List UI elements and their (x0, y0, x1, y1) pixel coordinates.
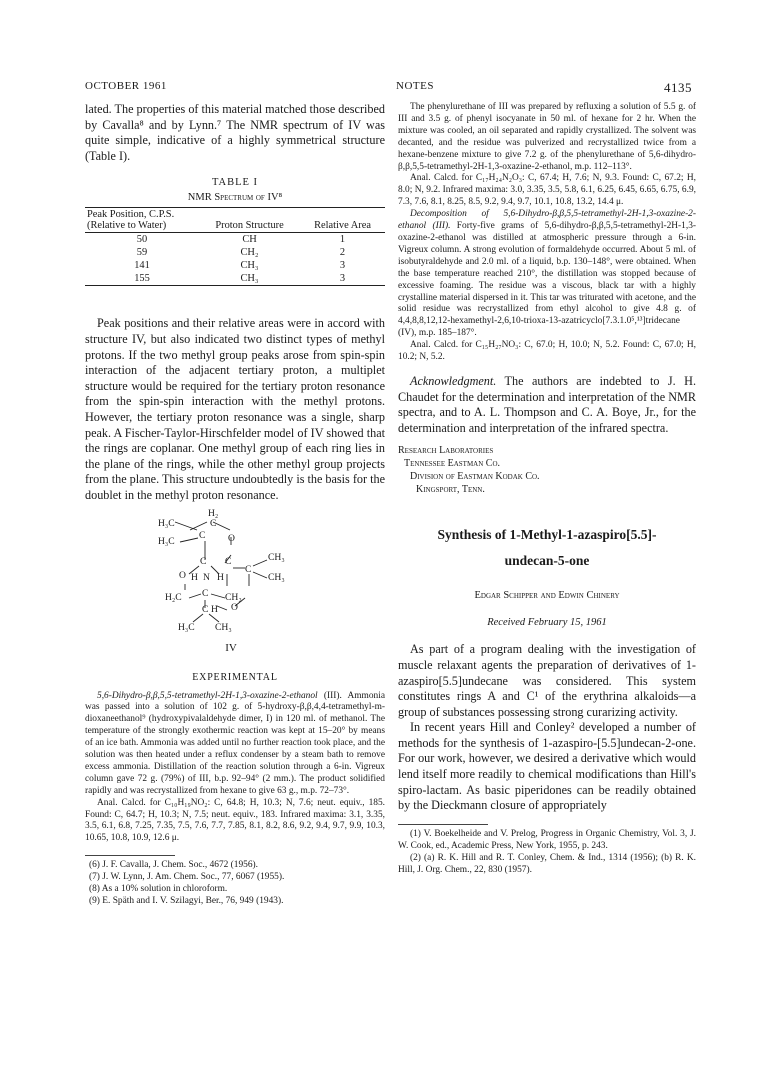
running-head-date: OCTOBER 1961 (85, 80, 167, 92)
structure-atom-label: C (202, 587, 209, 599)
acknowledgment-paragraph (398, 374, 696, 436)
structure-iv-diagram (85, 508, 385, 636)
structure-atom-label: H₃C (158, 517, 175, 529)
structure-atom-label: CH₃ (215, 621, 232, 633)
table-cell: 141 (134, 260, 150, 272)
structure-atom-label: H₂C (165, 591, 182, 603)
experimental-heading: EXPERIMENTAL (192, 671, 278, 683)
acknowledgment-title: Acknowledgment. (410, 373, 497, 388)
right-column (398, 102, 696, 876)
table-cell: 1 (339, 234, 346, 246)
structure-atom-label: O (179, 569, 186, 581)
table-row (85, 272, 385, 286)
structure-atom-label: H₃C (178, 621, 195, 633)
table-cell: 3 (339, 273, 346, 285)
compound-name: 5,6-Dihydro-β,β,5,5-tetramethyl-2H-1,3-oxazine-2-ethanol (97, 690, 318, 701)
structure-atom-label: O (231, 601, 238, 613)
structure-atom-label: H₂ (208, 507, 219, 519)
table-cell: CH₃ (240, 260, 259, 272)
footnote: (2) (a) R. K. Hill and R. T. Conley, Chem. & Ind., 1314 (1956); (b) R. K. Hill, J. Org. Chem., 22, 830 (1957). (398, 852, 696, 875)
footnote-rule (398, 824, 488, 825)
authors: Edgar Schipper and Edwin Chinery (474, 590, 620, 602)
left-column (85, 102, 385, 908)
experimental-paragraph-2: Anal. Calcd. for C₁₀H₁₉NO₂: C, 64.8; H, 10.3; N, 7.6; neut. equiv., 185. Found: C, 64.7; H, 10.3; N, 7.5; neut. equiv., 183. Infrared maxima: 3.1, 3.35, 3.5, 6.1, 6.8, 7.25, 7.35, 7.5, 7.6, 7.7, 7.85, 8.1, 8.2, 8.6, 9.2, 9.4, 9.7, 9.9, 10.3, 10.65, 10.8, 10.9, 12.6 μ. (85, 797, 385, 844)
affiliation-line: Research Laboratories (398, 445, 494, 457)
table-cell: 3 (339, 260, 346, 272)
structure-atom-label: H (217, 571, 224, 583)
body-paragraph-2: In recent years Hill and Conley² developed a number of methods for the synthesis of 1-azaspiro-[5.5]undecan-2-one. For our work, however, we desired a derivative which would lend itself more readily to chemical modifications than Hill's spiro-lactam. As basic piperidones can be readily obtained by the Dieckmann closure of appropriately (398, 720, 696, 813)
table-row (85, 246, 385, 259)
running-head-section: NOTES (396, 80, 434, 92)
structure-number: IV (225, 641, 237, 654)
received-date: Received February 15, 1961 (487, 617, 607, 629)
table-cell: 155 (134, 273, 150, 285)
structure-atom-label: H₃C (158, 535, 175, 547)
affiliation (398, 444, 696, 496)
structure-atom-label: C (202, 603, 209, 615)
footnote: (9) E. Späth and I. V. Szilagyi, Ber., 76, 949 (1943). (89, 896, 284, 906)
structure-atom-label: O (228, 532, 235, 544)
footnote: (8) As a 10% solution in chloroform. (89, 884, 228, 895)
footnote: (6) J. F. Cavalla, J. Chem. Soc., 4672 (1956). (89, 860, 259, 871)
footnote: (7) J. W. Lynn, J. Am. Chem. Soc., 77, 6067 (1955). (89, 872, 285, 883)
table-header-cell: Relative Area (314, 220, 371, 232)
structure-atom-label: C (225, 555, 232, 567)
footnote-rule (85, 855, 175, 856)
phenylurethane-paragraph: The phenylurethane of III was prepared by refluxing a solution of 5.5 g. of III and 3.5 g. of phenyl isocyanate in 50 ml. of hexane for 2 hr. When the mixture was cooled, an oil separated and rapidly crystallized. The solvent was decanted, and the residue was pulverized and recrystallized twice from a hexane-benzene mixture to give 7.2 g. of the phenylurethane of 5,6-dihydro-β,β,5,5-tetramethyl-2H-1,3-oxazine-2-ethanol, m.p. 112–113°. (398, 102, 696, 172)
experimental-text: (III). Ammonia was passed into a solution of 102 g. of 5-hydroxy-β,β,4,4-tetramethyl-m-dioxaneethanol⁹ (hydroxypivalaldehyde dimer, I) in 120 ml. of methanol. The temperature of the strongly exothermic reaction was kept at 15–20° by means of an ice bath. Ammonia was added until no further reaction took place, and the solution was then heated under a reflux condenser by a steam bath to remove excess ammonia. Distillation of the reaction solution through a 6-in. Vigreux column gave 72 g. (79%) of III, b.p. 92–94° (2 mm.). The product solidified rapidly and was recrystallized from hexane to give 63 g., m.p. 72–73°. (85, 690, 385, 796)
acknowledgment-text: The authors are indebted to J. H. Chaudet for the determination and interpretation of the NMR spectra, and to A. L. Thompson and C. A. Boye, Jr., for the determination and interpretation of the infrared spectra. (398, 373, 696, 435)
structure-atom-label: C (210, 517, 217, 529)
table-cell: 2 (339, 247, 346, 259)
table-header-cell: Peak Position, C.P.S. (Relative to Water) (87, 209, 175, 232)
article-title-line-2: undecan-5-one (504, 553, 590, 569)
structure-atom-label: C (199, 529, 206, 541)
nmr-table (85, 207, 385, 286)
affiliation-line: Tennessee Eastman Co. (404, 458, 501, 470)
footnotes-left (85, 860, 385, 908)
structure-atom-label: H (211, 603, 218, 615)
table-cell: CH₃ (240, 273, 259, 285)
table-header-row (85, 208, 385, 233)
table-caption: NMR Spectrum of IV⁸ (187, 192, 283, 204)
analysis-paragraph: Anal. Calcd. for C₁₇H₂₄N₂O₃: C, 67.4; H, 7.6; N, 9.3. Found: C, 67.2; H, 8.0; N, 9.2. Infrared maxima: 3.0, 3.35, 3.5, 5.8, 6.1, 6.25, 6.45, 6.65, 6.75, 6.9, 7.3, 7.6, 8.1, 8.25, 8.5, 9.2, 9.4, 9.7, 10.1, 10.8, 13.2, 14.4 μ. (398, 173, 696, 208)
structure-bonds (85, 508, 385, 636)
footnotes-right (398, 829, 696, 877)
body-paragraph-1: As part of a program dealing with the investigation of muscle relaxant agents the preparation of derivatives of 1-azaspiro[5.5]undecane was considered. This system constitutes rings A and C¹ of the erythrina alkaloids—a group of substances possessing strong curarizing activity. (398, 642, 696, 719)
analysis-paragraph-2: Anal. Calcd. for C₁₅H₂₇NO₃: C, 67.0; H, 10.0; N, 5.2. Found: C, 67.0; H, 10.2; N, 5.2. (398, 340, 696, 363)
table-cell: 50 (136, 234, 148, 246)
structure-atom-label: H (191, 571, 198, 583)
table-cell: 59 (136, 247, 148, 259)
table-label: TABLE I (211, 177, 259, 189)
structure-atom-label: CH₃ (268, 551, 285, 563)
experimental-paragraph-1 (85, 691, 385, 798)
affiliation-line: Division of Eastman Kodak Co. (410, 471, 540, 483)
article-title-line-1: Synthesis of 1-Methyl-1-azaspiro[5.5]- (437, 527, 657, 543)
decomposition-text: Forty-five grams of 5,6-dihydro-β,β,5,5-tetramethyl-2H-1,3-oxazine-2-ethanol was distilled at atmospheric pressure through a 6-in. Vigreux column. A strong evolution of formaldehyde occurred. About 5 ml. of isobutyraldehyde and 2.0 ml. of a liquid, b.p. 130–148°, were obtained. When the base temperature reached 210°, the distillation was stopped because of excessive foaming. The residue was a viscous, black tar with a highly crystalline material dispersed in it. This tar was triturated with acetone, and the solid residue was recrystallized from ethyl alcohol to give 4.8 g. of 4,4,8,8,12,12-hexamethyl-2,6,10-trioxa-13-azatricyclo[7.3.1.0⁵,¹³]tridecane (IV), m.p. 185–187°. (398, 221, 697, 339)
structure-atom-label: CH₂ (225, 591, 242, 603)
decomposition-title: Decomposition of 5,6-Dihydro-β,β,5,5-tetramethyl-2H-1,3-oxazine-2-ethanol (III). (398, 209, 696, 232)
intro-paragraph: lated. The properties of this material matched those described by Cavalla⁸ and by Lynn.⁷ The NMR spectrum of IV was quite simple, indicative of a highly symmetrical structure (Table I). (85, 102, 385, 163)
structure-atom-label: C (245, 563, 252, 575)
structure-atom-label: C (200, 555, 207, 567)
page-number: 4135 (664, 80, 692, 95)
affiliation-line: Kingsport, Tenn. (416, 484, 485, 496)
decomposition-paragraph (398, 209, 696, 340)
structure-atom-label: CH₃ (268, 571, 285, 583)
table-row (85, 233, 385, 247)
footnote: (1) V. Boekelheide and V. Prelog, Progress in Organic Chemistry, Vol. 3, J. W. Cook, ed., Academic Press, New York, 1955, p. 243. (398, 828, 696, 851)
table-cell: CH₂ (240, 247, 259, 259)
table-cell: CH (242, 234, 257, 246)
structure-atom-label: N (203, 571, 210, 583)
table-row (85, 259, 385, 272)
table-header-cell: Proton Structure (215, 220, 284, 232)
discussion-paragraph: Peak positions and their relative areas were in accord with structure IV, but also indicated two distinct types of methyl protons. If the two methyl group peaks arose from spin-spin interaction of the adjacent tertiary proton, a multiplet structure would be required for the tertiary proton resonance from the spin-spin interaction with the methyl protons. However, the tertiary proton resonance was a single, sharp peak. A Fischer-Taylor-Hirschfelder model of IV showed that the rings are coplanar. One methyl group of each ring lies in the plane of the rings, while the other methyl group projects from the plane. This structure undoubtedly is the basis for the doublet in the methyl proton resonance. (85, 316, 385, 502)
